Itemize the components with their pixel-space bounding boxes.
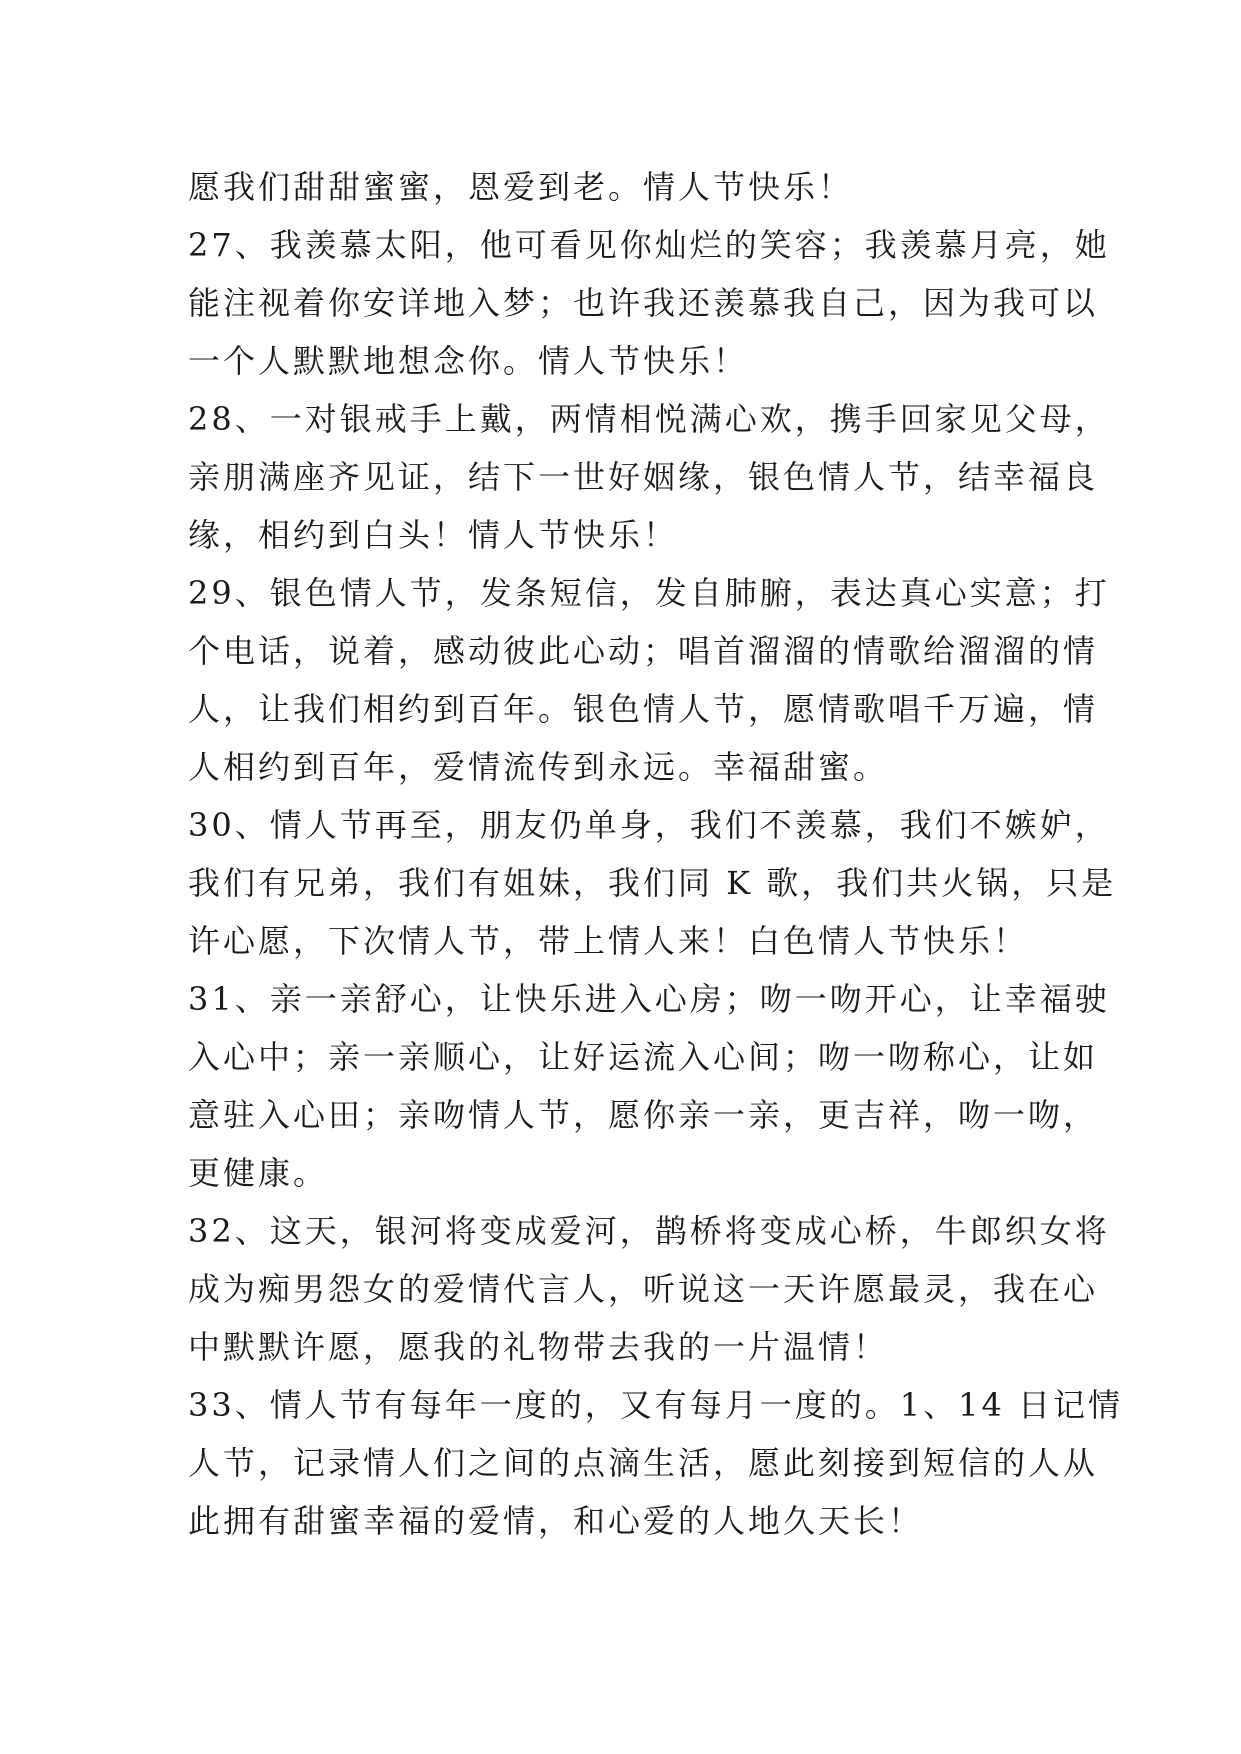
text-line: 27、我羡慕太阳，他可看见你灿烂的笑容；我羡慕月亮，她 — [188, 226, 1110, 264]
text-line: 33、情人节有每年一度的，又有每月一度的。1、14 日记情 — [188, 1386, 1123, 1424]
text-line: 成为痴男怨女的爱情代言人，听说这一天许愿最灵，我在心 — [188, 1270, 1099, 1308]
text-line: 人节，记录情人们之间的点滴生活，愿此刻接到短信的人从 — [188, 1444, 1099, 1482]
document-body — [188, 158, 1123, 1550]
text-line: 愿我们甜甜蜜蜜，恩爱到老。情人节快乐！ — [188, 168, 854, 206]
text-line: 31、亲一亲舒心，让快乐进入心房；吻一吻开心，让幸福驶 — [188, 980, 1110, 1018]
text-line: 28、一对银戒手上戴，两情相悦满心欢，携手回家见父母， — [188, 400, 1110, 438]
text-line: 个电话，说着，感动彼此心动；唱首溜溜的情歌给溜溜的情 — [188, 632, 1099, 670]
text-line: 能注视着你安详地入梦；也许我还羡慕我自己，因为我可以 — [188, 284, 1099, 322]
text-line: 我们有兄弟，我们有姐妹，我们同 K 歌，我们共火锅，只是 — [188, 864, 1117, 902]
text-line: 中默默许愿，愿我的礼物带去我的一片温情！ — [188, 1328, 889, 1366]
text-line: 一个人默默地想念你。情人节快乐！ — [188, 342, 749, 380]
text-line: 此拥有甜蜜幸福的爱情，和心爱的人地久天长！ — [188, 1502, 924, 1540]
text-line: 32、这天，银河将变成爱河，鹊桥将变成心桥，牛郎织女将 — [188, 1212, 1110, 1250]
text-line: 29、银色情人节，发条短信，发自肺腑，表达真心实意；打 — [188, 574, 1110, 612]
text-line: 人，让我们相约到百年。银色情人节，愿情歌唱千万遍，情 — [188, 690, 1099, 728]
text-line: 人相约到百年，爱情流传到永远。幸福甜蜜。 — [188, 748, 889, 786]
text-line: 30、情人节再至，朋友仍单身，我们不羡慕，我们不嫉妒， — [188, 806, 1110, 844]
text-line: 许心愿，下次情人节，带上情人来！白色情人节快乐！ — [188, 922, 1029, 960]
text-line: 入心中；亲一亲顺心，让好运流入心间；吻一吻称心，让如 — [188, 1038, 1099, 1076]
text-line: 亲朋满座齐见证，结下一世好姻缘，银色情人节，结幸福良 — [188, 458, 1099, 496]
text-line: 缘，相约到白头！情人节快乐！ — [188, 516, 679, 554]
text-line: 意驻入心田；亲吻情人节，愿你亲一亲，更吉祥，吻一吻， — [188, 1096, 1099, 1134]
text-line: 更健康。 — [188, 1154, 329, 1192]
